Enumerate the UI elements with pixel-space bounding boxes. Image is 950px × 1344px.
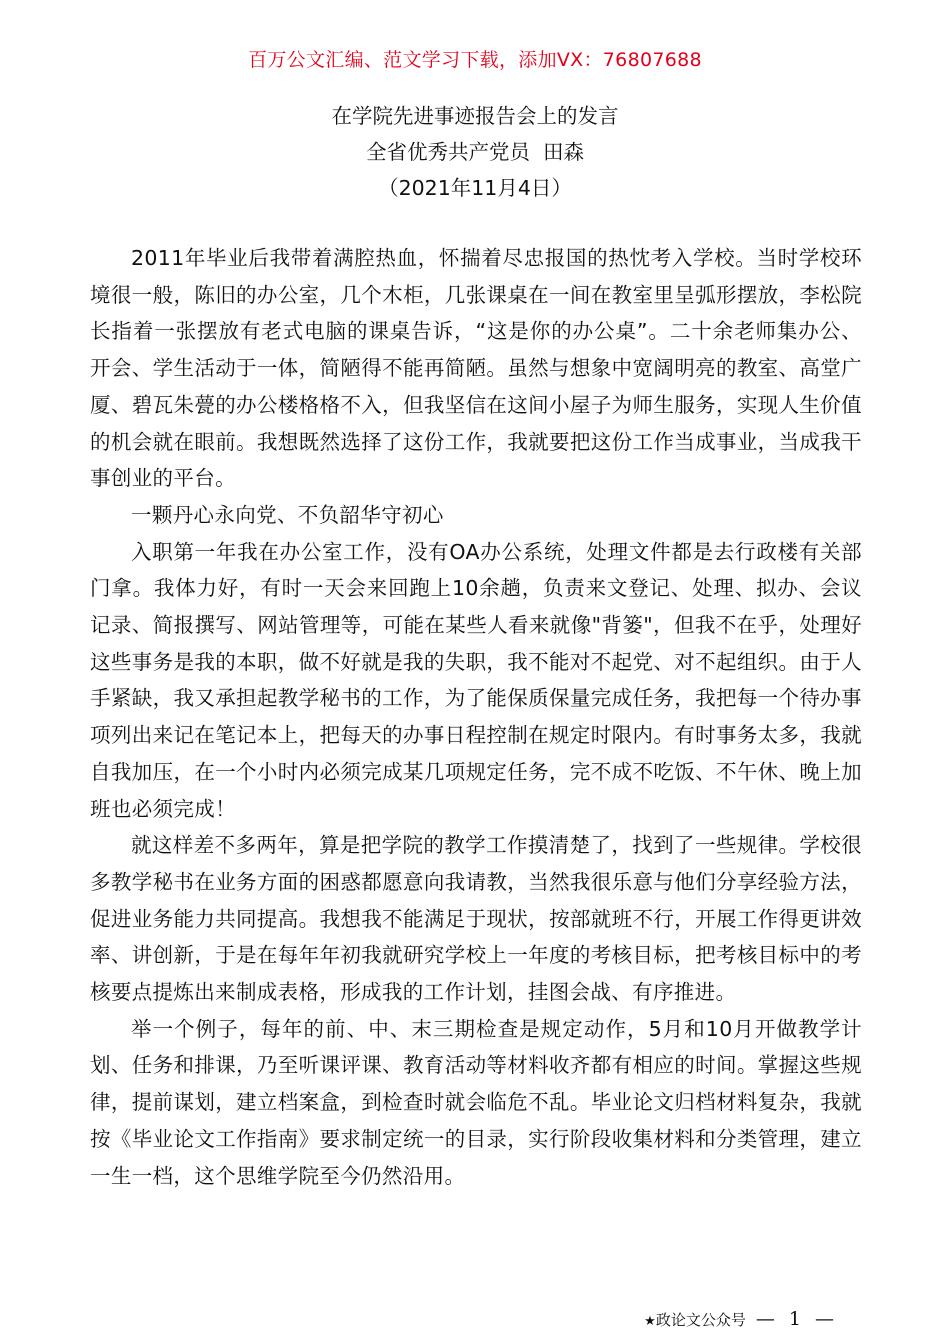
document-body bbox=[90, 240, 862, 1194]
page-number: — 1 — bbox=[755, 1308, 838, 1330]
document-date: （2021年11月4日） bbox=[378, 176, 572, 200]
document-title: 在学院先进事迹报告会上的发言 bbox=[331, 104, 619, 128]
paragraph-experience: 就这样差不多两年，算是把学院的教学工作摸清楚了，找到了一些规律。学校很多教学秘书在业务方面的困惑都愿意向我请教，当然我很乐意与他们分享经验方法，促进业务能力共同提高。我想我不能满足于现状，按部就班不行，开展工作得更讲效率、讲创新，于是在每年年初我就研究学校上一年度的考核目标，把考核目标中的考核要点提炼出来制成表格，形成我的工作计划，挂图会战、有序推进。 bbox=[90, 833, 862, 1005]
document-author: 全省优秀共产党员 田森 bbox=[365, 140, 585, 164]
promo-banner: 百万公文汇编、范文学习下载，添加VX：76807688 bbox=[248, 49, 702, 71]
section-heading: 一颗丹心永向党、不负韶华守初心 bbox=[131, 502, 444, 527]
paragraph-office-work: 入职第一年我在办公室工作，没有OA办公系统，处理文件都是去行政楼有关部门拿。我体力好，有时一天会来回跑上10余趟，负责来文登记、处理、拟办、会议记录、简报撰写、网站管理等，可能在某些人看来就像"背篓"，但我不在乎，处理好这些事务是我的本职，做不好就是我的失职，我不能对不起党、对不起组织。由于人手紧缺，我又承担起教学秘书的工作，为了能保质保量完成任务，我把每一个待办事项列出来记在笔记本上，把每天的办事日程控制在规定时限内。有时事务太多，我就自我加压，在一个小时内必须完成某几项规定任务，完不成不吃饭、不午休、晚上加班也必须完成！ bbox=[90, 539, 862, 821]
document-header bbox=[0, 98, 950, 206]
footer-source-label: 政论文公众号 bbox=[655, 1311, 746, 1329]
page-footer bbox=[644, 1308, 838, 1333]
star-icon: ★ bbox=[644, 1314, 656, 1329]
paragraph-intro: 2011年毕业后我带着满腔热血，怀揣着尽忠报国的热忱考入学校。当时学校环境很一般，陈旧的办公室，几个木柜，几张课桌在一间在教室里呈弧形摆放，李松院长指着一张摆放有老式电脑的课桌告诉，“这是你的办公桌”。二十余老师集办公、开会、学生活动于一体，简陋得不能再简陋。虽然与想象中宽阔明亮的教室、高堂广厦、碧瓦朱甍的办公楼格格不入，但我坚信在这间小屋子为师生服务，实现人生价值的机会就在眼前。我想既然选择了这份工作，我就要把这份工作当成事业，当成我干事创业的平台。 bbox=[90, 246, 862, 491]
paragraph-example: 举一个例子，每年的前、中、末三期检查是规定动作，5月和10月开做教学计划、任务和排课，乃至听课评课、教育活动等材料收齐都有相应的时间。掌握这些规律，提前谋划，建立档案盒，到检查时就会临危不乱。毕业论文归档材料复杂，我就按《毕业论文工作指南》要求制定统一的目录，实行阶段收集材料和分类管理，建立一生一档，这个思维学院至今仍然沿用。 bbox=[90, 1016, 862, 1188]
